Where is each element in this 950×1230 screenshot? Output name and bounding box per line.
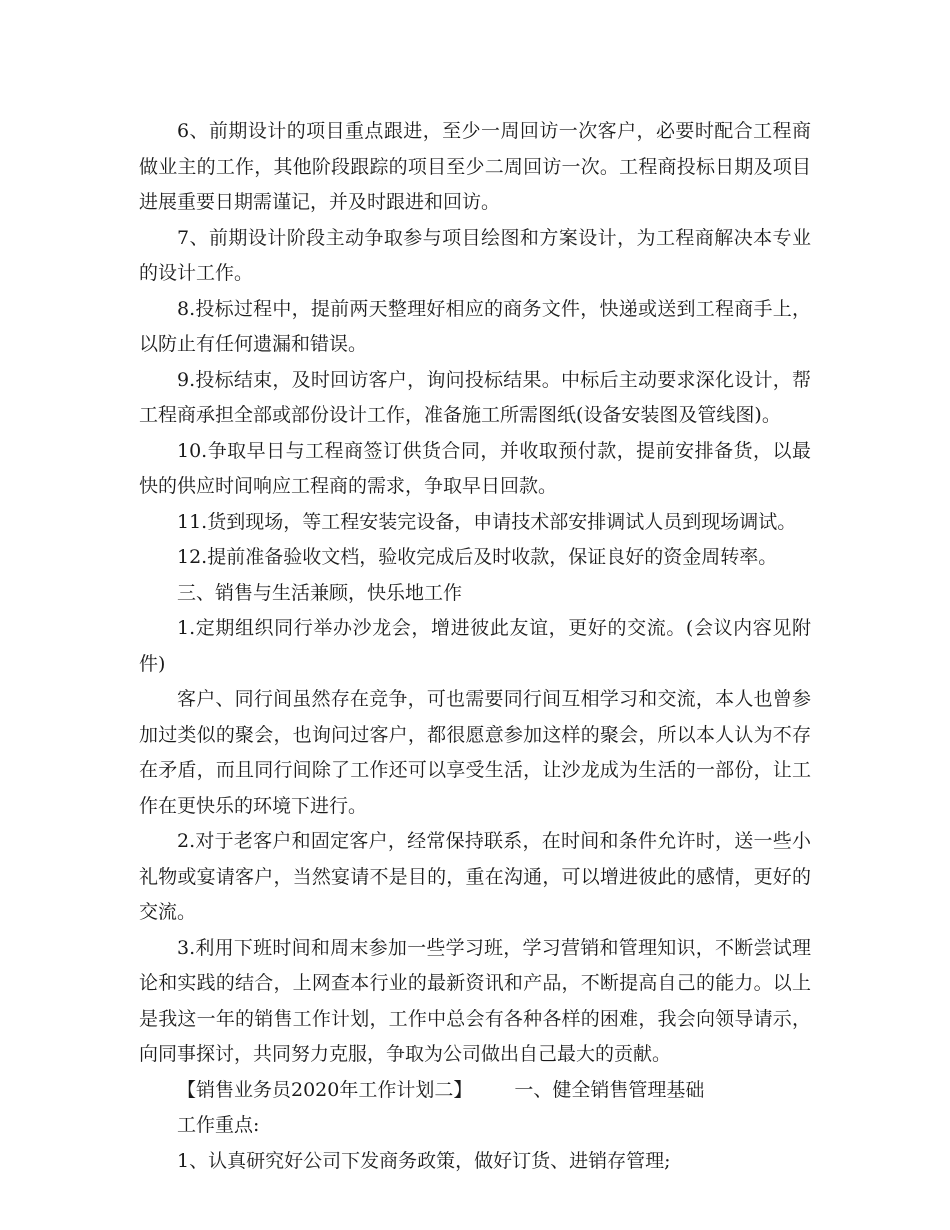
paragraph-6: 6、前期设计的项目重点跟进，至少一周回访一次客户，必要时配合工程商做业主的工作，其他阶段跟踪的项目至少二周回访一次。工程商投标日期及项目进展重要日期需谨记，并及时跟进和回访。 — [139, 120, 811, 213]
paragraph-old-customers: 2.对于老客户和固定客户，经常保持联系，在时间和条件允许时，送一些小礼物或宴请客户，当然宴请不是目的，重在沟通，可以增进彼此的感情，更好的交流。 — [139, 830, 811, 923]
paragraph-11: 11.货到现场，等工程安装完设备，申请技术部安排调试人员到现场调试。 — [177, 510, 797, 533]
paragraph-salon: 1.定期组织同行举办沙龙会，增进彼此友谊，更好的交流。(会议内容见附件) — [139, 617, 811, 675]
paragraph-8: 8.投标过程中，提前两天整理好相应的商务文件，快递或送到工程商手上，以防止有任何遗漏和错误。 — [139, 297, 811, 355]
paragraph-focus-1: 1、认真研究好公司下发商务政策，做好订货、进销存管理; — [177, 1149, 671, 1172]
paragraph-9: 9.投标结束，及时回访客户，询问投标结果。中标后主动要求深化设计，帮工程商承担全部或部份设计工作，准备施工所需图纸(设备安装图及管线图)。 — [139, 368, 811, 426]
paragraph-study: 3.利用下班时间和周末参加一些学习班，学习营销和管理知识，不断尝试理论和实践的结合，上网查本行业的最新资讯和产品，不断提高自己的能力。以上是我这一年的销售工作计划，工作中总会有各种各样的困难，我会向领导请示，向同事探讨，共同努力克服，争取为公司做出自己最大的贡献。 — [139, 936, 811, 1065]
paragraph-10: 10.争取早日与工程商签订供货合同，并收取预付款，提前安排备货，以最快的供应时间响应工程商的需求，争取早日回款。 — [139, 439, 811, 497]
section-title-line — [139, 1073, 811, 1109]
paragraph-7: 7、前期设计阶段主动争取参与项目绘图和方案设计，为工程商解决本专业的设计工作。 — [139, 226, 811, 284]
paragraph-12: 12.提前准备验收文档，验收完成后及时收款，保证良好的资金周转率。 — [177, 546, 778, 568]
plan-title: 【销售业务员2020年工作计划二】 — [177, 1078, 473, 1101]
work-focus-label: 工作重点: — [177, 1114, 260, 1136]
plan-subtitle: 一、健全销售管理基础 — [514, 1078, 705, 1101]
section-heading-3: 三、销售与生活兼顾，快乐地工作 — [177, 581, 463, 604]
paragraph-competition: 客户、同行间虽然存在竞争，可也需要同行间互相学习和交流，本人也曾参加过类似的聚会，也询问过客户，都很愿意参加这样的聚会，所以本人认为不存在矛盾，而且同行间除了工作还可以享受生活，让沙龙成为生活的一部份，让工作在更快乐的环境下进行。 — [139, 688, 811, 817]
document-body — [139, 114, 811, 1179]
